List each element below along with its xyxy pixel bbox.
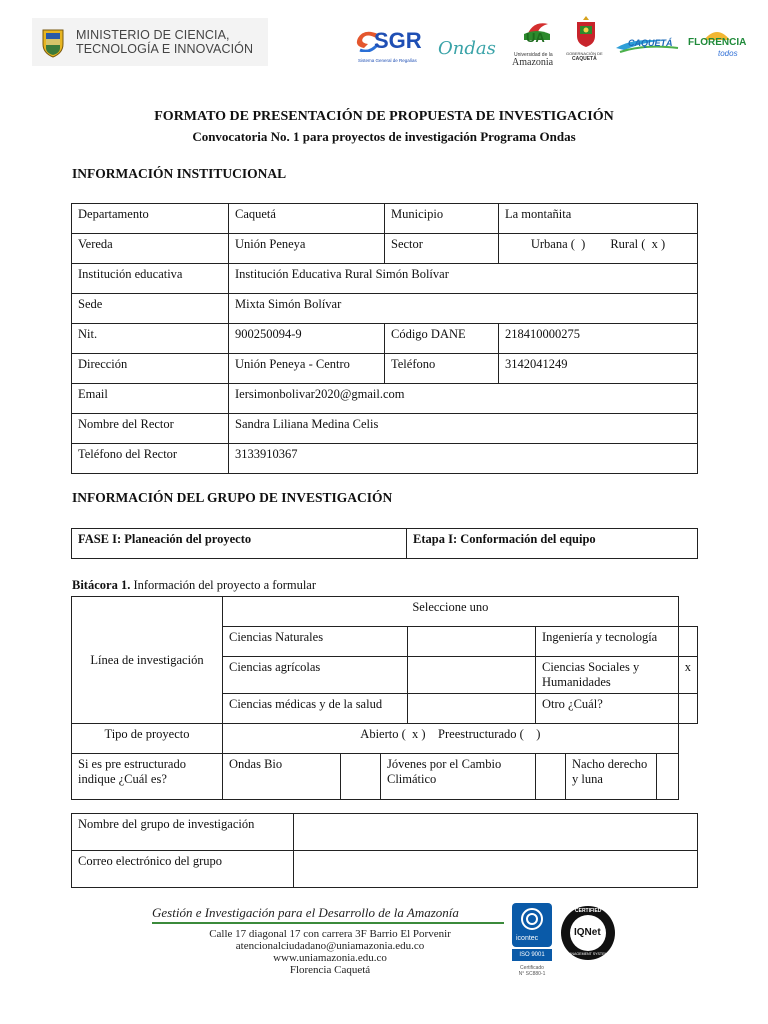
section-heading-institutional: INFORMACIÓN INSTITUCIONAL [72,166,287,181]
ondas-logo: Ondas [438,38,496,59]
email-label: Email [72,384,229,414]
table-row [72,354,698,384]
seleccione-header: Seleccione uno [223,597,679,627]
group-name-label: Nombre del grupo de investigación [72,814,294,851]
tipo-label: Tipo de proyecto [72,724,223,754]
option-nacho: Nacho derecho y luna [566,754,657,800]
uniamazonia-logo [510,18,564,66]
caqueta-text: CAQUETÁ [628,38,673,48]
icontec-badge [512,903,552,947]
table-row [72,264,698,294]
municipio-label: Municipio [385,204,499,234]
etapa-cell: Etapa I: Conformación del equipo [407,529,698,559]
table-row [72,294,698,324]
direccion-label: Dirección [72,354,229,384]
telefono-label: Teléfono [385,354,499,384]
group-name-field[interactable] [294,814,698,851]
partner-logos [352,16,748,68]
sector-value: Urbana ( ) Rural ( x ) [499,234,698,264]
group-email-label: Correo electrónico del grupo [72,851,294,888]
table-row [72,414,698,444]
direccion-value: Unión Peneya - Centro [229,354,385,384]
checkbox-ondas-bio[interactable] [341,754,381,800]
dane-label: Código DANE [385,324,499,354]
colombia-coat-of-arms-icon [40,26,66,58]
vereda-value: Unión Peneya [229,234,385,264]
rector-label: Nombre del Rector [72,414,229,444]
address-line2: atencionalciudadano@uniamazonia.edu.co [235,940,425,952]
dane-value: 218410000275 [499,324,698,354]
municipio-value: La montañita [499,204,698,234]
sgr-text: SGR [374,28,422,53]
option-naturales: Ciencias Naturales [223,627,408,657]
checkbox-jovenes[interactable] [536,754,566,800]
table-row [72,384,698,414]
option-ingenieria: Ingeniería y tecnología [536,627,679,657]
institucion-label: Institución educativa [72,264,229,294]
ministry-logo [32,18,268,66]
icontec-seal-icon [520,907,544,931]
checkbox-agricolas[interactable] [408,657,536,694]
florencia-subtext: todos [718,49,738,58]
sgr-subtext: Sistema General de Regalías [358,58,417,63]
gob-subtext2: CAQUETÁ [572,56,597,62]
checkbox-medicas[interactable] [408,694,536,724]
table-row [72,724,698,754]
footer-address [150,928,510,976]
checkbox-sociales[interactable]: x [678,657,697,694]
address-line4: Florencia Caquetá [289,964,371,976]
pre-label: Si es pre estructurado indique ¿Cuál es? [72,754,223,800]
departamento-value: Caquetá [229,204,385,234]
bitacora-label-rest: Información del proyecto a formular [130,578,317,592]
ua-subtext2: Amazonia [512,57,554,68]
bitacora-label-bold: Bitácora 1. [72,578,131,592]
option-agricolas: Ciencias agrícolas [223,657,408,694]
document-subtitle: Convocatoria No. 1 para proyectos de investigación Programa Ondas [192,129,576,144]
iqnet-mgmt: MANAGEMENT SYSTEM [566,952,608,956]
caqueta-logo [614,34,680,56]
ministry-line1: MINISTERIO DE CIENCIA, [76,28,230,42]
sector-label: Sector [385,234,499,264]
gobernacion-logo [566,16,606,66]
tipo-value[interactable]: Abierto ( x ) Preestructurado ( ) [223,724,679,754]
table-row [72,597,698,627]
ua-text: UA [526,30,545,45]
tel-rector-label: Teléfono del Rector [72,444,229,474]
linea-label: Línea de investigación [72,597,223,724]
ministry-line2: TECNOLOGÍA E INNOVACIÓN [76,42,254,56]
vereda-label: Vereda [72,234,229,264]
table-row [72,234,698,264]
option-medicas: Ciencias médicas y de la salud [223,694,408,724]
institutional-table [71,203,698,474]
departamento-label: Departamento [72,204,229,234]
gob-subtext1: GOBERNACIÓN DE [566,51,603,56]
checkbox-naturales[interactable] [408,627,536,657]
institucion-value: Institución Educativa Rural Simón Bolívar [229,264,698,294]
florencia-text: FLORENCIA [688,37,747,48]
option-sociales: Ciencias Sociales y Humanidades [536,657,679,694]
checkbox-otro[interactable] [678,694,697,724]
nit-label: Nit. [72,324,229,354]
group-info-table [71,813,698,888]
email-value: Iersimonbolivar2020@gmail.com [229,384,698,414]
icontec-text: icontec [516,935,539,942]
address-line1: Calle 17 diagonal 17 con carrera 3F Barrio El Porvenir [209,928,451,940]
table-row [72,851,698,888]
phase-table [71,528,698,559]
sede-value: Mixta Simón Bolívar [229,294,698,324]
florencia-logo [688,28,748,64]
section-heading-group: INFORMACIÓN DEL GRUPO DE INVESTIGACIÓN [72,490,393,505]
iqnet-text: IQNet [574,927,601,938]
bitacora-table [71,596,698,800]
option-otro: Otro ¿Cuál? [536,694,679,724]
telefono-value: 3142041249 [499,354,698,384]
table-row [72,529,698,559]
icontec-logo [512,903,552,981]
ua-subtext1: Universidad de la [514,52,553,58]
option-jovenes: Jóvenes por el Cambio Climático [381,754,536,800]
iqnet-certified: CERTIFIED [575,908,602,914]
document-title: FORMATO DE PRESENTACIÓN DE PROPUESTA DE INVESTIGACIÓN [154,109,614,124]
address-line3: www.uniamazonia.edu.co [273,952,387,964]
iso-badge: ISO 9001 [512,949,552,961]
table-row [72,204,698,234]
table-row [72,444,698,474]
iqnet-logo [560,905,616,961]
table-row [72,814,698,851]
cert-number: N° SC880-1 [518,971,546,977]
group-email-field[interactable] [294,851,698,888]
option-ondas-bio: Ondas Bio [223,754,341,800]
fase-cell: FASE I: Planeación del proyecto [72,529,407,559]
table-row [72,324,698,354]
bitacora-caption [72,578,316,593]
sgr-logo [354,28,428,66]
cert-sub: Certificado [520,965,544,971]
table-row [72,754,698,800]
gobernacion-shield-icon [575,16,597,48]
footer-divider [152,922,504,924]
footer-slogan: Gestión e Investigación para el Desarrollo de la Amazonía [152,905,459,920]
tel-rector-value: 3133910367 [229,444,698,474]
nit-value: 900250094-9 [229,324,385,354]
sede-label: Sede [72,294,229,324]
rector-value: Sandra Liliana Medina Celis [229,414,698,444]
checkbox-ingenieria[interactable] [678,627,697,657]
checkbox-nacho[interactable] [657,754,679,800]
